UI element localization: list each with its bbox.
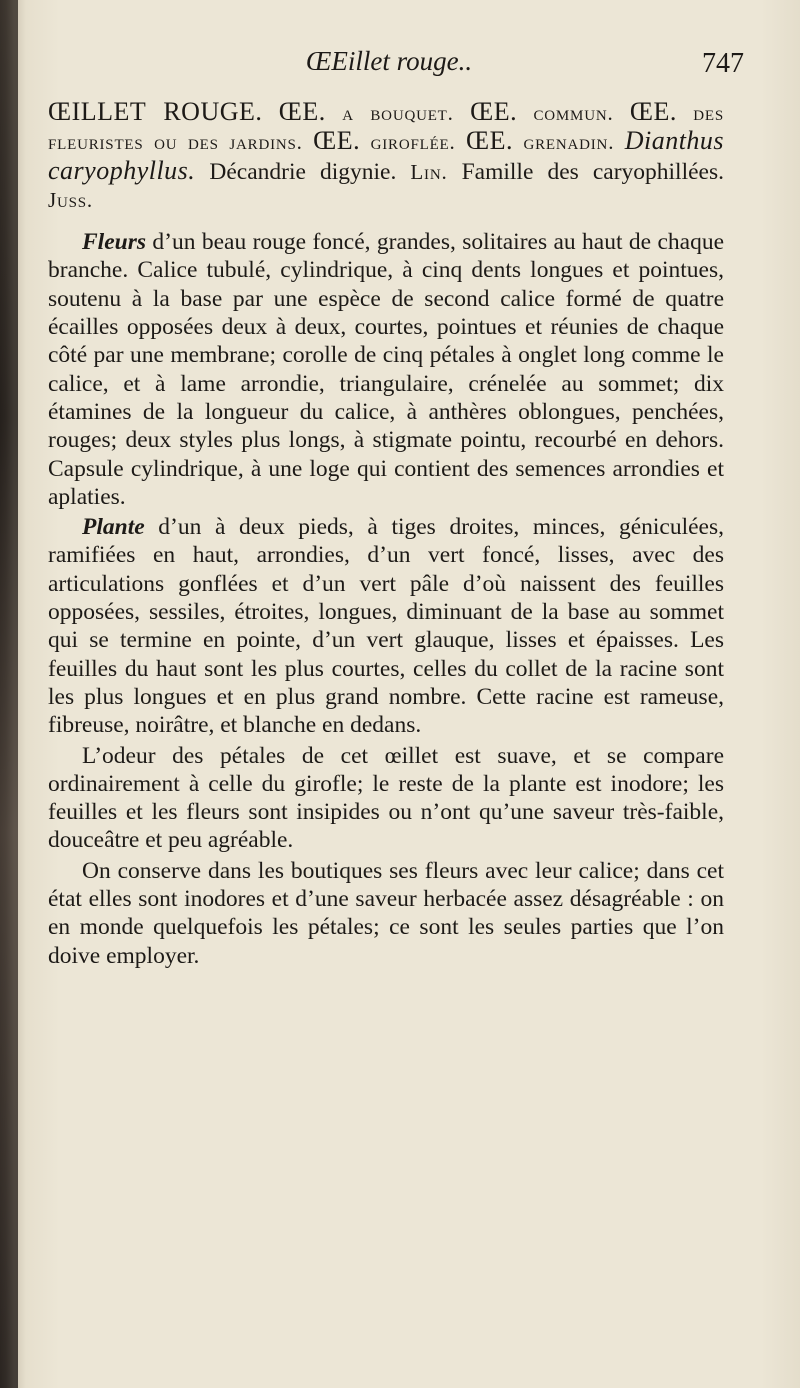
authority-jussieu: Juss. bbox=[48, 187, 93, 212]
synonym: commun. bbox=[533, 101, 614, 125]
synonym-prefix: ŒE. bbox=[470, 97, 518, 126]
paragraph-text: d’un à deux pieds, à tiges droites, minces, géniculées, ramifiées en haut, arrondies, d’un vert foncé, lisses, avec des articulations gonflées et d’un vert pâle d’où naissent des feuilles opposées, sessiles, étroites, longues, diminuant de la base au sommet qui se termine en pointe, d’un vert glauque, lisses et épaisses. Les feuilles du haut sont les plus courtes, celles du collet de la racine sont les plus longues et en plus grand nombre. Cette racine est rameuse, fibreuse, noirâtre, et blanche en dedans. bbox=[48, 514, 724, 739]
paragraph-flowers bbox=[48, 228, 724, 511]
synonym: giroflée. bbox=[370, 130, 456, 155]
running-title: ŒEillet rouge.. bbox=[305, 46, 473, 76]
entry-heading bbox=[48, 98, 724, 214]
paragraph-text: L’odeur des pétales de cet œillet est suave, et se compare ordinairement à celle du girofle; le reste de la plante est inodore; les feuilles et les fleurs sont insipides ou n’ont qu’une saveur très-faible, douceâtre et peu agréable. bbox=[48, 742, 724, 854]
binding-shadow bbox=[0, 0, 18, 1388]
paragraph-odor bbox=[48, 742, 724, 855]
synonym: grenadin. bbox=[523, 130, 615, 155]
paragraph-plant bbox=[48, 513, 724, 739]
synonym-prefix: ŒE. bbox=[278, 97, 326, 126]
authority-linnaeus: Lin. bbox=[410, 159, 448, 184]
synonym-prefix: ŒE. bbox=[629, 97, 677, 126]
entry-title: ŒILLET ROUGE. bbox=[48, 97, 263, 126]
paragraph-lead: Fleurs bbox=[82, 229, 146, 256]
page-body bbox=[48, 98, 724, 970]
synonym-prefix: ŒE. bbox=[466, 126, 514, 156]
synonym: a bouquet. bbox=[342, 101, 454, 125]
paragraph-lead: Plante bbox=[82, 514, 145, 541]
paragraph-text: On conserve dans les boutiques ses fleurs avec leur calice; dans cet état elles sont inodores et d’une saveur herbacée assez désagréable : on en monde quelquefois les pétales; ce sont les seules parties que l’on doive employer. bbox=[48, 857, 724, 969]
classification-family: Famille des caryophillées. bbox=[461, 158, 724, 185]
page-header bbox=[48, 46, 744, 86]
paragraph-text: d’un beau rouge foncé, grandes, solitaires au haut de chaque branche. Calice tubulé, cylindrique, à cinq dents longues et pointues, soutenu à la base par une espèce de second calice formé de quatre écailles opposées deux à deux, courtes, pointues et réunies de chaque côté par une membrane; corolle de cinq pétales à onglet long comme le calice, et à lame arrondie, triangulaire, crénelée au sommet; dix étamines de la longueur du calice, à anthères oblongues, penchées, rouges; deux styles plus longs, à stigmate pointu, recourbé en dehors. Capsule cylindrique, à une loge qui contient des semences arrondies et aplaties. bbox=[48, 229, 724, 510]
page-number: 747 bbox=[702, 48, 744, 79]
latin-name: Dianthus caryophyllus. bbox=[48, 126, 725, 185]
classification-linnaean: Décandrie digynie. bbox=[209, 158, 397, 185]
synonym: des fleuristes ou des jardins. bbox=[48, 101, 725, 155]
synonym-prefix: ŒE. bbox=[313, 126, 361, 156]
paragraph-conservation bbox=[48, 857, 724, 970]
